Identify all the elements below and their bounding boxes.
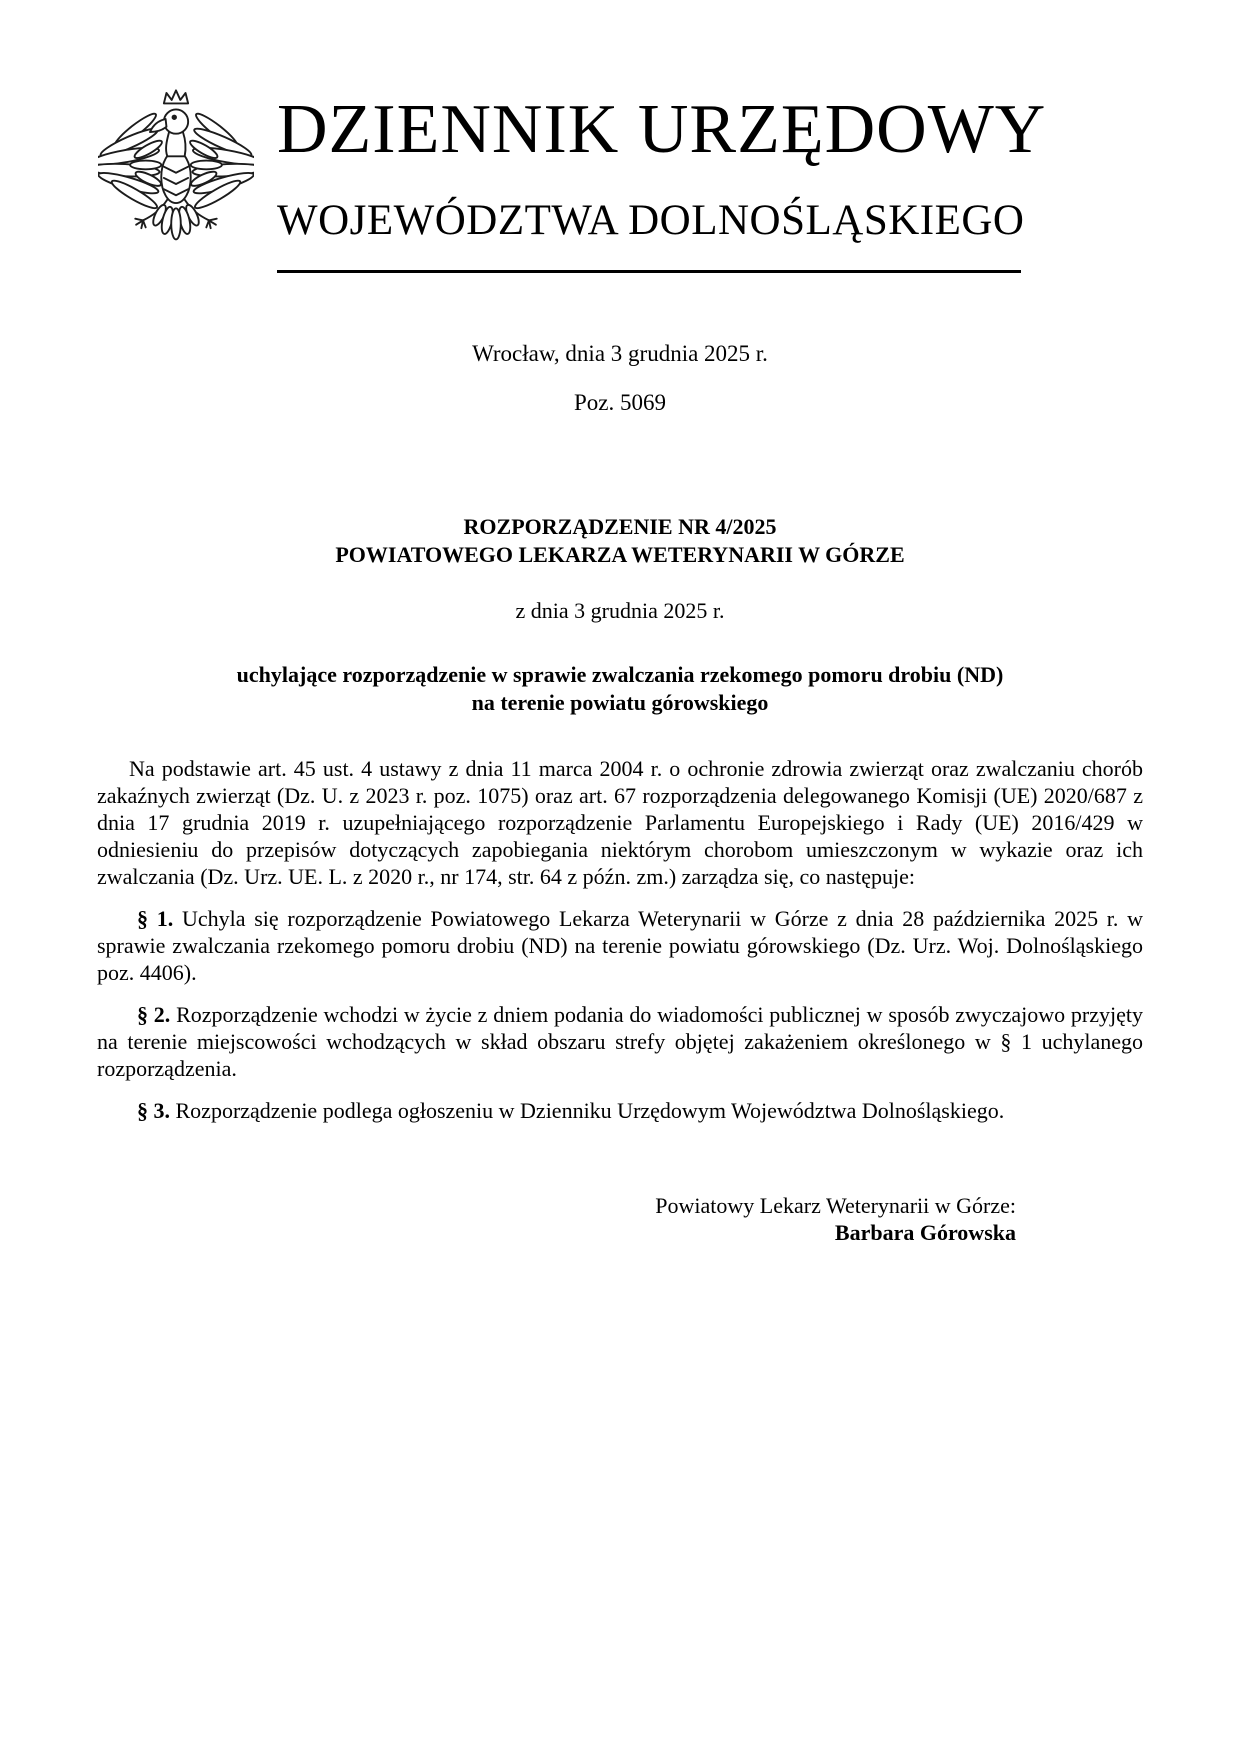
place-date-line: Wrocław, dnia 3 grudnia 2025 r. <box>472 341 768 366</box>
journal-title: DZIENNIK URZĘDOWY <box>277 91 1047 168</box>
section-paragraph-2 <box>97 1001 1143 1082</box>
act-title-line2: POWIATOWEGO LEKARZA WETERYNARII W GÓRZE <box>335 542 905 567</box>
position-number: Poz. 5069 <box>574 390 666 415</box>
section-number: § 3. <box>137 1098 170 1123</box>
signature-name: Barbara Górowska <box>834 1220 1016 1245</box>
signature-title: Powiatowy Lekarz Weterynarii w Górze: <box>655 1193 1016 1218</box>
section-number: § 2. <box>137 1002 171 1027</box>
journal-subtitle: WOJEWÓDZTWA DOLNOŚLĄSKIEGO <box>277 197 1025 244</box>
right-wing <box>188 110 254 212</box>
act-subject-line2: na terenie powiatu górowskiego <box>471 690 769 715</box>
section-paragraph-1 <box>97 905 1143 986</box>
masthead-row <box>0 0 1240 242</box>
tail <box>151 203 202 239</box>
section-text: Rozporządzenie wchodzi w życie z dniem podania do wiadomości publicznej w sposób zwyczajowo przyjęty na terenie miejscowości wchodzących w skład obszaru strefy objętej zakażeniem określonego w § 1 uchylanego rozporządzenia. <box>97 1002 1144 1081</box>
preamble-paragraph: Na podstawie art. 45 ust. 4 ustawy z dnia 11 marca 2004 r. o ochronie zdrowia zwierząt oraz zwalczaniu chorób zakaźnych zwierząt (Dz. U. z 2023 r. poz. 1075) oraz art. 67 rozporządzenia delegowanego Komisji (UE) 2020/687 z dnia 17 grudnia 2019 r. uzupełniającego rozporządzenie Parlamentu Europejskiego i Rady (UE) 2016/429 w odniesieniu do przepisów dotyczących zapobiegania niektórym chorobom umieszczonym w wykazie oraz ich zwalczania (Dz. Urz. UE. L. z 2020 r., nr 174, str. 64 z późn. zm.) zarządza się, co następuje: <box>97 756 1143 889</box>
act-subject-line1: uchylające rozporządzenie w sprawie zwalczania rzekomego pomoru drobiu (ND) <box>236 662 1004 687</box>
section-text: Rozporządzenie podlega ogłoszeniu w Dzienniku Urzędowym Województwa Dolnośląskiego. <box>175 1098 1005 1123</box>
section-number: § 1. <box>137 906 174 931</box>
masthead <box>277 91 1047 244</box>
act-title <box>0 513 1240 569</box>
section-paragraph-3 <box>97 1097 1143 1124</box>
act-title-line1: ROZPORZĄDZENIE NR 4/2025 <box>463 514 777 539</box>
act-body <box>97 755 1143 1124</box>
act-date-line: z dnia 3 grudnia 2025 r. <box>515 598 725 623</box>
polish-eagle-emblem-icon <box>98 88 254 254</box>
signature-block <box>0 1192 1016 1246</box>
masthead-divider <box>277 270 1021 273</box>
act-subject <box>0 661 1240 717</box>
section-text: Uchyla się rozporządzenie Powiatowego Lekarza Weterynarii w Górze z dnia 28 października 2025 r. w sprawie zwalczania rzekomego pomoru drobiu (ND) na terenie powiatu górowskiego (Dz. Urz. Woj. Dolnośląskiego poz. 4406). <box>97 906 1144 985</box>
